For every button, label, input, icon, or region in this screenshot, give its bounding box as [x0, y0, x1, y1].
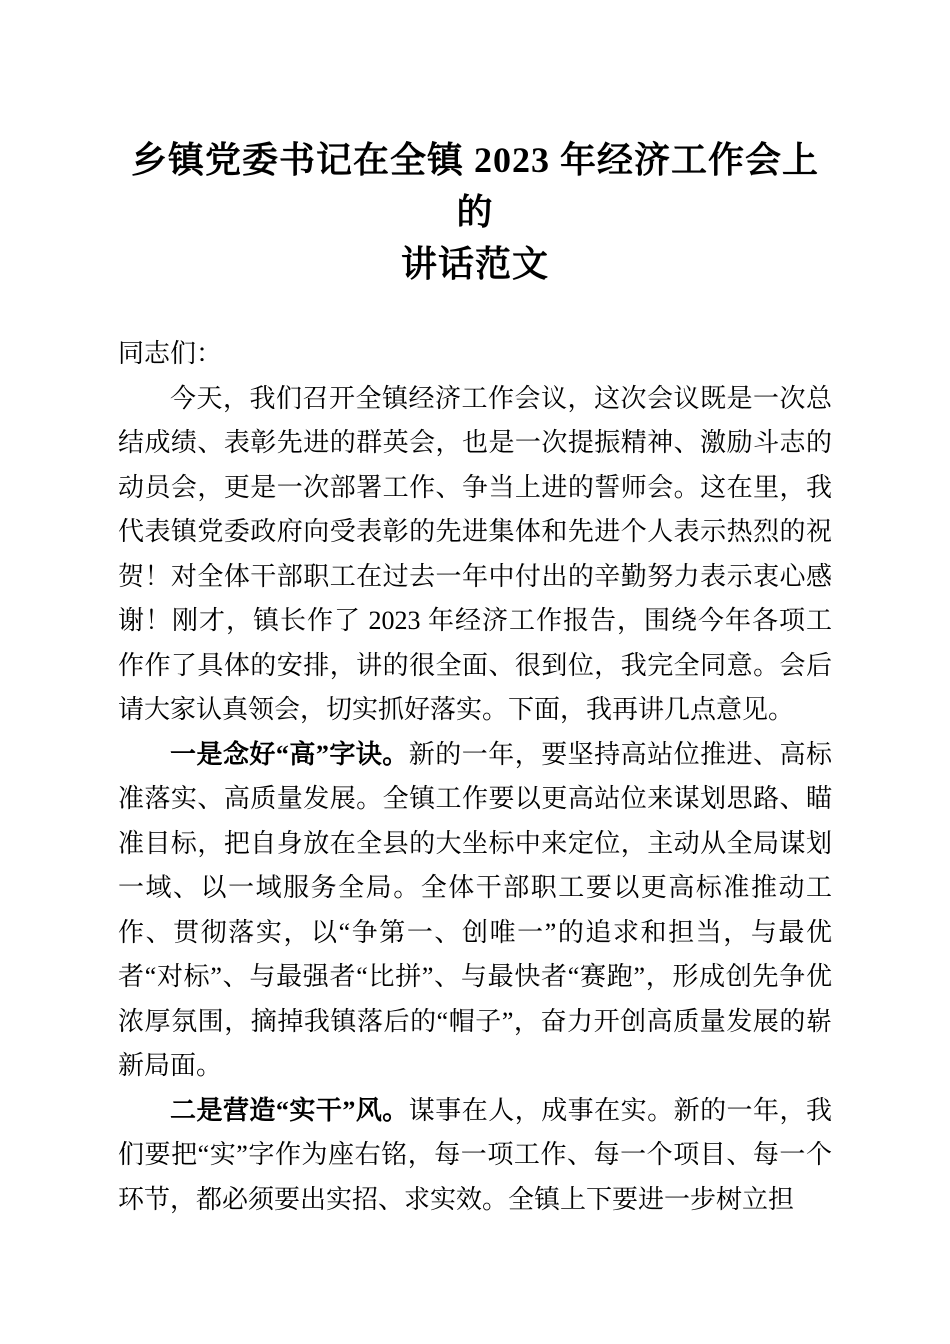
paragraph-intro — [118, 377, 832, 733]
salutation: 同志们： — [118, 339, 223, 368]
paragraph-point-two-text: 谋事在人，成事在实。新的一年，我们要把“实”字作为座右铭，每一项工作、每一个项目、每一个环节，都必须要出实招、求实效。全镇上下要进一步树立担 — [118, 1095, 832, 1214]
paragraph-point-one — [118, 733, 832, 1089]
title-line-1: 乡镇党委书记在全镇 2023 年经济工作会上的 — [130, 140, 819, 232]
paragraph-intro-text: 今天，我们召开全镇经济工作会议，这次会议既是一次总结成绩、表彰先进的群英会，也是一次提振精神、激励斗志的动员会，更是一次部署工作、争当上进的誓师会。这在里，我代表镇党委政府向受表彰的先进集体和先进个人表示热烈的祝贺！对全体干部职工在过去一年中付出的辛勤努力表示衷心感谢！刚才，镇长作了 2023 年经济工作报告，围绕今年各项工作作了具体的安排，讲的很全面、很到位，我完全同意。会后请大家认真领会，切实抓好落实。下面，我再讲几点意见。 — [118, 383, 832, 724]
paragraph-point-two — [118, 1089, 832, 1223]
paragraph-point-one-text: 新的一年，要坚持高站位推进、高标准落实、高质量发展。全镇工作要以更高站位来谋划思路、瞄准目标，把自身放在全县的大坐标中来定位，主动从全局谋划一域、以一域服务全局。全体干部职工要以更高标准推动工作、贯彻落实，以“争第一、创唯一”的追求和担当，与最优者“对标”、与最强者“比拼”、与最快者“赛跑”，形成创先争优浓厚氛围，摘掉我镇落后的“帽子”，奋力开创高质量发展的崭新局面。 — [118, 739, 832, 1080]
document-title — [118, 134, 832, 290]
paragraph-point-two-lead: 二是营造“实干”风。 — [170, 1095, 409, 1125]
paragraph-point-one-lead: 一是念好“高”字诀。 — [170, 739, 409, 769]
document-content — [118, 134, 832, 1222]
title-line-2: 讲话范文 — [400, 244, 549, 284]
